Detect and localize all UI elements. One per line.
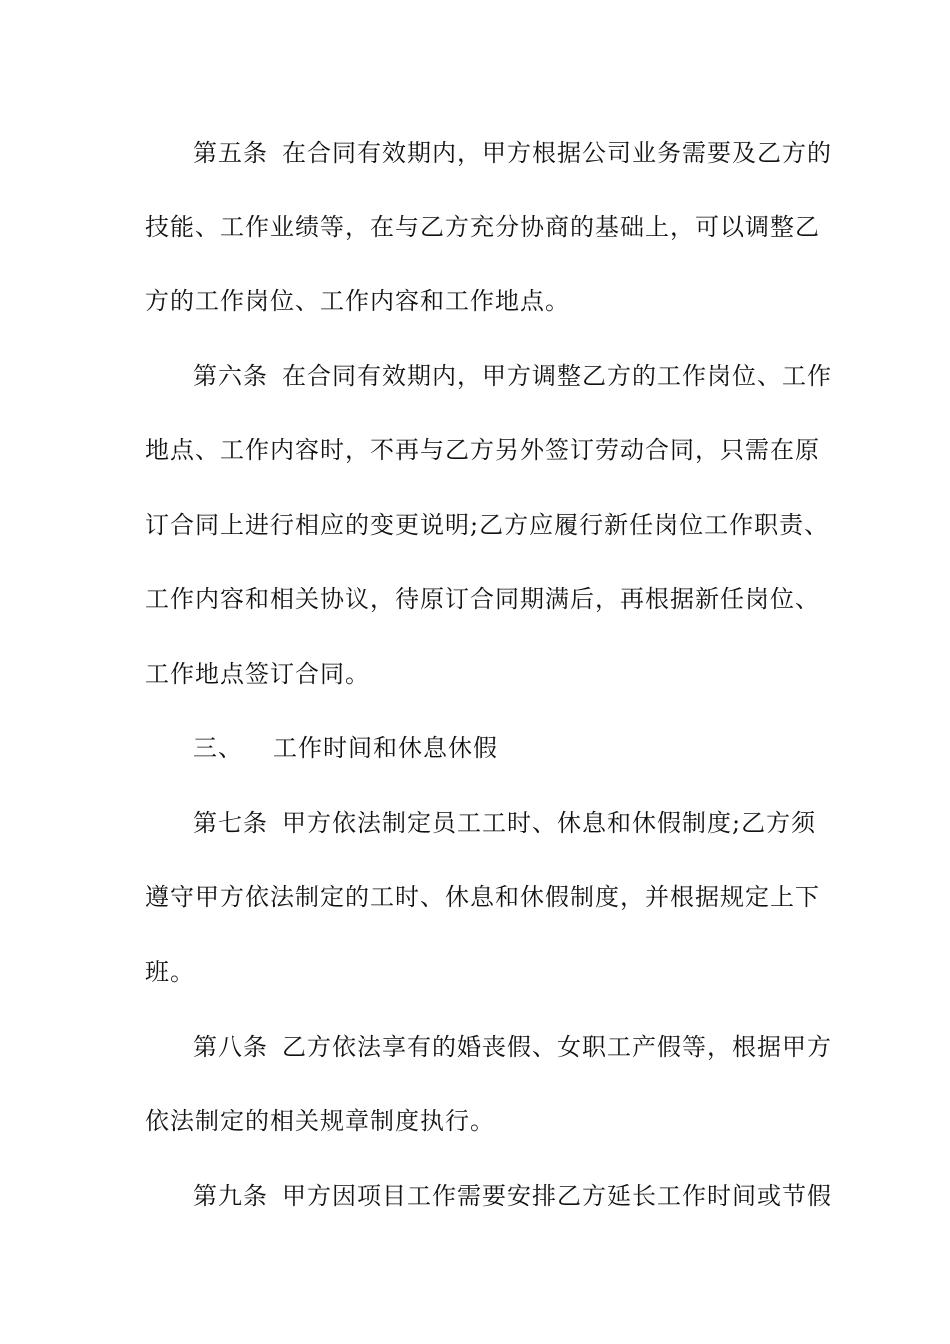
article-7-line-3: 班。 xyxy=(145,958,195,986)
article-5-line-2: 技能、工作业绩等，在与乙方充分协商的基础上，可以调整乙 xyxy=(145,213,820,241)
article-6-line-2: 地点、工作内容时，不再与乙方另外签订劳动合同，只需在原 xyxy=(145,436,820,464)
article-6-heading: 第六条 xyxy=(193,362,268,390)
section-3-title: 工作时间和休息休假 xyxy=(273,734,498,762)
article-6-text: 在合同有效期内，甲方调整乙方的工作岗位、工作 xyxy=(282,362,832,390)
article-8-heading: 第八条 xyxy=(193,1033,268,1061)
article-5-line-3: 方的工作岗位、工作内容和工作地点。 xyxy=(145,287,570,315)
article-8-first-line xyxy=(193,1032,832,1062)
article-6-line-4: 工作内容和相关协议，待原订合同期满后，再根据新任岗位、 xyxy=(145,585,820,613)
article-6-line-5: 工作地点签订合同。 xyxy=(145,660,370,688)
article-8-line-2: 依法制定的相关规章制度执行。 xyxy=(145,1107,495,1135)
section-3-number: 三、 xyxy=(193,734,243,762)
article-5-first-line xyxy=(193,138,832,168)
article-5-text: 在合同有效期内，甲方根据公司业务需要及乙方的 xyxy=(282,139,832,167)
article-7-line-2: 遵守甲方依法制定的工时、休息和休假制度，并根据规定上下 xyxy=(145,883,820,911)
article-7-text: 甲方依法制定员工工时、休息和休假制度;乙方须 xyxy=(282,809,817,837)
article-6-first-line xyxy=(193,361,832,391)
article-9-first-line xyxy=(193,1181,832,1211)
article-6-line-3: 订合同上进行相应的变更说明;乙方应履行新任岗位工作职责、 xyxy=(145,511,830,539)
section-3-heading xyxy=(193,733,813,763)
article-9-heading: 第九条 xyxy=(193,1182,268,1210)
article-5-heading: 第五条 xyxy=(193,139,268,167)
article-8-text: 乙方依法享有的婚丧假、女职工产假等，根据甲方 xyxy=(282,1033,832,1061)
article-7-first-line xyxy=(193,808,817,838)
article-7-heading: 第七条 xyxy=(193,809,268,837)
article-9-text: 甲方因项目工作需要安排乙方延长工作时间或节假 xyxy=(282,1182,832,1210)
